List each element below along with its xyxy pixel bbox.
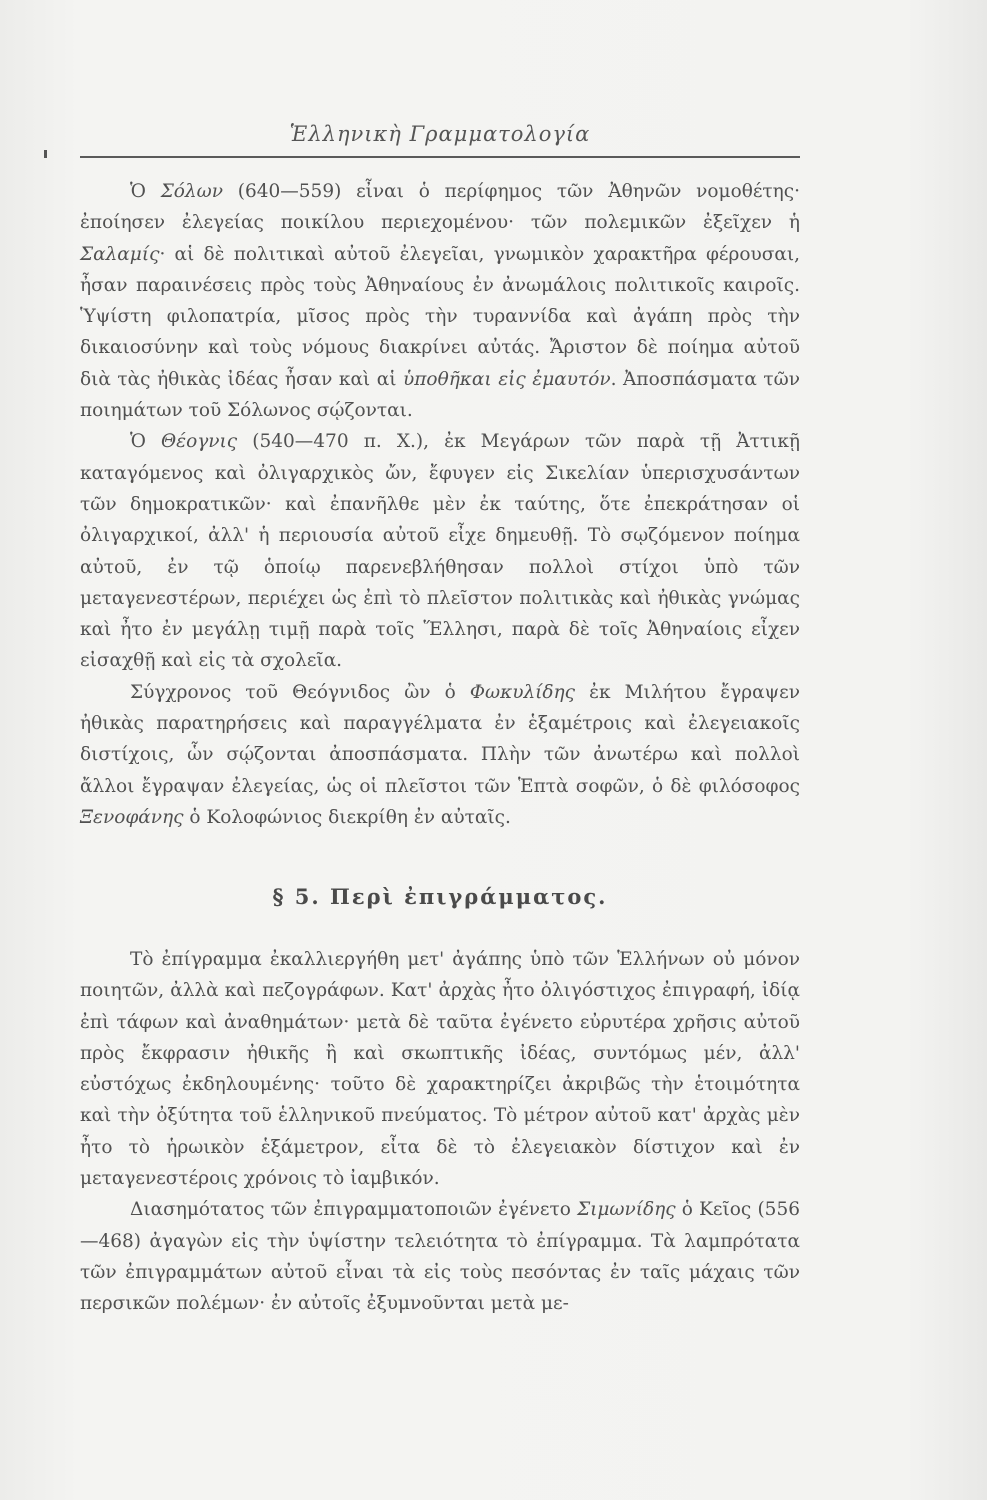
text-run: Τὸ ἐπίγραμμα ἐκαλλιεργήθη μετ' ἀγάπης ὑπὸ τῶν Ἑλλήνων οὐ μόνον ποιητῶν, ἀλλὰ καὶ πεζογράφων. Κατ' ἀρχὰς ἦτο ὀλιγόστιχος ἐπιγραφή, ἰδίᾳ ἐπὶ τάφων καὶ ἀναθημάτων· μετὰ δὲ ταῦτα ἐγένετο εὐρυτέρα χρῆσις αὐτοῦ πρὸς ἔκφρασιν ἠθικῆς ἢ καὶ σκωπτικῆς ἰδέας, συντόμως μέν, ἀλλ' εὐστόχως ἐκδηλουμένης· τοῦτο δὲ χαρακτηρίζει ἀκριβῶς τὴν ἑτοιμότητα καὶ τὴν ὀξύτητα τοῦ ἑλληνικοῦ πνεύματος. Τὸ μέτρον αὐτοῦ κατ' ἀρχὰς μὲν ἦτο τὸ ἡρωικὸν ἑξάμετρον, εἶτα δὲ τὸ ἐλεγειακὸν δίστιχον καὶ ἐν μεταγενεστέροις χρόνοις τὸ ἰαμβικόν. xyxy=(80,949,800,1190)
text-run: Διασημότατος τῶν ἐπιγραμματοποιῶν ἐγένετο xyxy=(130,1199,578,1221)
text-run: · αἱ δὲ πολιτικαὶ αὐτοῦ ἐλεγεῖαι, γνωμικὸν χαρακτῆρα φέρουσαι, ἦσαν παραινέσεις πρὸς τοὺς Ἀθηναίους ἐν ἀνωμάλοις πολιτικοῖς καιροῖς. Ὑψίστη φιλοπατρία, μῖσος πρὸς τὴν τυραννίδα καὶ ἀγάπη πρὸς τὴν δικαιοσύνην καὶ τοὺς νόμους διακρίνει αὐτάς. Ἄριστον δὲ ποίημα αὐτοῦ διὰ τὰς ἠθικὰς ἰδέας ἦσαν καὶ αἱ xyxy=(80,243,800,390)
text-run: ὁ Κολοφώνιος διεκρίθη ἐν αὐταῖς. xyxy=(183,806,511,828)
paragraph-phocylides xyxy=(80,677,800,833)
italic-term: Ξενοφάνης xyxy=(80,806,184,828)
text-run: ὁ Κεῖος (556—468) ἀγαγὼν εἰς τὴν ὑψίστην τελειότητα τὸ ἐπίγραμμα. Τὰ λαμπρότατα τῶν ἐπιγραμμάτων αὐτοῦ εἶναι τὰ εἰς τοὺς πεσόντας ἐν ταῖς μάχαις τῶν περσικῶν πολέμων· ἐν αὐτοῖς ἐξυμνοῦνται μετὰ με- xyxy=(80,1199,800,1315)
text-run: Ὁ xyxy=(130,181,161,202)
italic-term: Σιμωνίδης xyxy=(577,1199,676,1221)
text-run: ἐκ Μιλήτου ἔγραψεν ἠθικὰς παρατηρήσεις καὶ παραγγέλματα ἐν ἑξαμέτροις καὶ ἐλεγειακοῖς διστίχοις, ὧν σῴζονται ἀποσπάσματα. Πλὴν τῶν ἀνωτέρω καὶ πολλοὶ ἄλλοι ἔγραψαν ἐλεγείας, ὡς οἱ πλεῖστοι τῶν Ἑπτὰ σοφῶν, ὁ δὲ φιλόσοφος xyxy=(80,681,800,797)
section-heading: § 5. Περὶ ἐπιγράμματος. xyxy=(272,884,608,909)
italic-term: ὑποθῆκαι εἰς ἐμαυτόν xyxy=(403,368,611,390)
paragraph-theognis xyxy=(80,426,800,676)
text-run: . Ἀποσπάσματα τῶν ποιημάτων τοῦ Σόλωνος σῴζονται. xyxy=(80,368,800,422)
text-run: (540—470 π. Χ.), ἐκ Μεγάρων τῶν παρὰ τῇ Ἀττικῇ καταγόμενος καὶ ὀλιγαρχικὸς ὤν, ἔφυγεν εἰς Σικελίαν ὑπερισχυσάντων τῶν δημοκρατικῶν· καὶ ἐπανῆλθε μὲν ἐκ ταύτης, ὅτε ἐπεκράτησαν οἱ ὀλιγαρχικοί, ἀλλ' ἡ περιουσία αὐτοῦ εἶχε δημευθῇ. Τὸ σῳζόμενον ποίημα αὐτοῦ, ἐν τῷ ὁποίῳ παρενεβλήθησαν πολλοὶ στίχοι ὑπὸ τῶν μεταγενεστέρων, περιέχει ὡς ἐπὶ τὸ πλεῖστον πολιτικὰς καὶ ἠθικὰς γνώμας καὶ ἦτο ἐν μεγάλῃ τιμῇ παρὰ τοῖς Ἕλλησι, παρὰ δὲ τοῖς Ἀθηναίοις εἶχεν εἰσαχθῇ καὶ εἰς τὰ σχολεῖα. xyxy=(80,431,800,672)
running-header: Ἑλληνικὴ Γραμματολογία xyxy=(289,122,591,146)
text-run: Ὁ xyxy=(130,431,161,453)
text-run: (640—559) εἶναι ὁ περίφημος τῶν Ἀθηνῶν νομοθέτης· ἐποίησεν ἐλεγείας ποικίλου περιεχομένου· τῶν πολεμικῶν ἐξεῖχεν ἡ xyxy=(80,181,800,234)
text-run: Σύγχρονος τοῦ Θεόγνιδος ὢν ὁ xyxy=(130,681,470,703)
italic-term: Σόλων xyxy=(160,181,223,202)
paragraph-solon xyxy=(80,176,800,426)
italic-term: Θέογνις xyxy=(161,431,238,453)
paragraph-simonides xyxy=(80,1194,800,1319)
margin-mark xyxy=(44,150,47,158)
header-rule xyxy=(80,156,800,158)
main-text-block xyxy=(80,176,800,833)
paragraph-epigram xyxy=(80,944,800,1194)
italic-term: Φωκυλίδης xyxy=(469,681,576,703)
italic-term: Σαλαμίς xyxy=(80,243,160,265)
epigram-text-block xyxy=(80,944,800,1320)
